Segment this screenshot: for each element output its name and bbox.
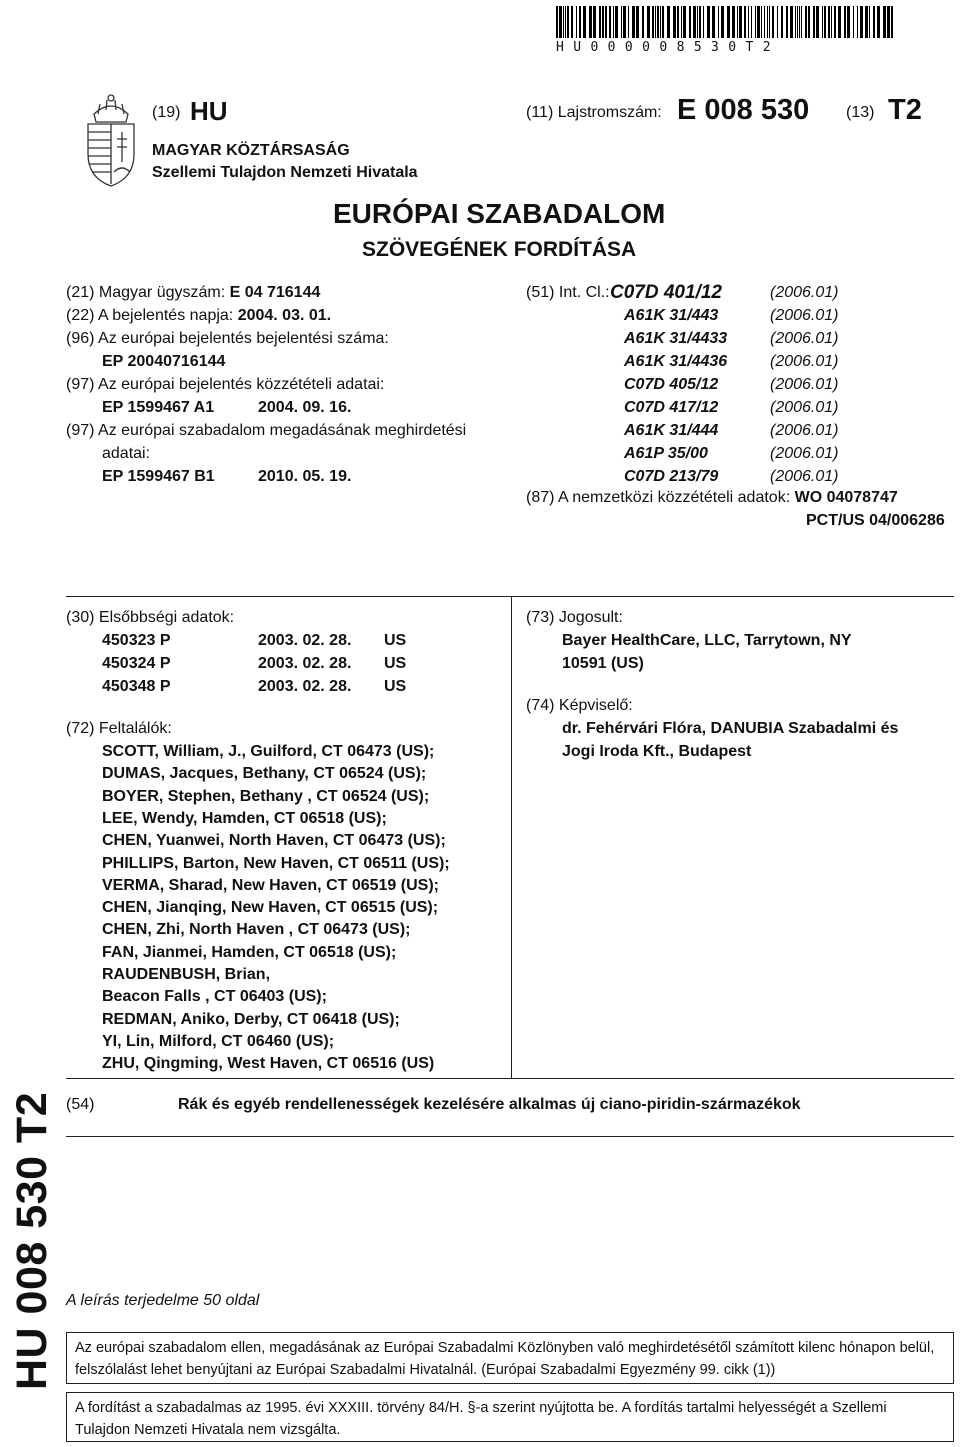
- barcode-bar: [786, 6, 788, 38]
- priority-date: 2003. 02. 28.: [258, 678, 352, 695]
- filing-date-field: [66, 307, 331, 325]
- barcode-bar: [559, 6, 562, 38]
- document-title: EURÓPAI SZABADALOM: [333, 198, 666, 229]
- barcode-bar: [642, 6, 644, 38]
- barcode-bar: [593, 6, 596, 38]
- intl-pub-field: [526, 489, 898, 507]
- barcode-bar: [673, 6, 676, 38]
- ipc-label: (51) Int. Cl.:: [526, 284, 610, 301]
- inventor-line: FAN, Jianmei, Hamden, CT 06518 (US);: [102, 943, 397, 961]
- barcode-text: HU000008530T2: [556, 40, 780, 55]
- barcode-bar: [748, 6, 749, 38]
- ipc-date: (2006.01): [770, 353, 839, 370]
- office-name: Szellemi Tulajdon Nemzeti Hivatala: [152, 164, 418, 181]
- inventor-line: YI, Lin, Milford, CT 06460 (US);: [102, 1032, 335, 1050]
- priority-number: 450348 P: [102, 678, 171, 695]
- title-label: (54): [66, 1096, 95, 1113]
- barcode-bar: [576, 6, 577, 38]
- ep-pub-label: (97) Az európai bejelentés közzétételi adatai:: [66, 376, 385, 393]
- barcode-bar: [805, 6, 807, 38]
- kind-code-label: (13): [846, 104, 875, 121]
- ep-app-number: EP 20040716144: [102, 353, 226, 370]
- intl-pub-pct: PCT/US 04/006286: [806, 512, 945, 529]
- ipc-code: C07D 401/12: [610, 282, 722, 303]
- barcode-bar: [737, 6, 738, 38]
- barcode-bar: [563, 6, 564, 38]
- barcode-bar: [744, 6, 746, 38]
- barcode-bar: [891, 6, 893, 38]
- priority-country: US: [384, 678, 407, 695]
- barcode-bar: [813, 6, 815, 38]
- priority-country: US: [384, 655, 407, 672]
- country-code: HU: [190, 96, 228, 126]
- barcode-bar: [699, 6, 701, 38]
- barcode-bar: [589, 6, 592, 38]
- ep-pub-number: EP 1599467 A1: [102, 399, 215, 416]
- barcode-bar: [660, 6, 661, 38]
- barcode-bar: [605, 6, 607, 38]
- barcode-bar: [865, 6, 868, 38]
- priority-label: (30) Elsőbbségi adatok:: [66, 609, 235, 626]
- field-label: (87) A nemzetközi közzétételi adatok:: [526, 489, 795, 506]
- coat-of-arms-emblem: [80, 92, 142, 188]
- barcode-bar: [853, 6, 854, 38]
- barcode-bar: [755, 6, 756, 38]
- inventor-line: BOYER, Stephen, Bethany , CT 06524 (US);: [102, 787, 430, 805]
- country-code-label: (19): [152, 104, 181, 121]
- priority-number: 450324 P: [102, 655, 171, 672]
- barcode-bar: [838, 6, 841, 38]
- ipc-code: A61K 31/444: [624, 422, 719, 439]
- inventor-line: SCOTT, William, J., Guilford, CT 06473 (US);: [102, 743, 435, 760]
- barcode-bar: [781, 6, 783, 38]
- barcode: [556, 6, 896, 38]
- divider: [66, 596, 954, 597]
- ep-grant-label: (97) Az európai szabadalom megadásának meghirdetési: [66, 422, 467, 439]
- translation-notice: A fordítást a szabadalmas az 1995. évi XXXIII. törvény 84/H. §-a szerint nyújtotta be. A fordítás tartalmi helyességét a Szellemi Tulajdon Nemzeti Hivatala nem vizsgálta.: [66, 1392, 954, 1442]
- inventor-line: CHEN, Jianqing, New Haven, CT 06515 (US);: [102, 899, 439, 917]
- inventor-line: DUMAS, Jacques, Bethany, CT 06524 (US);: [102, 765, 427, 783]
- intl-pub-wo: WO 04078747: [794, 489, 898, 506]
- divider: [66, 1136, 954, 1137]
- barcode-bar: [683, 6, 686, 38]
- barcode-bar: [799, 6, 800, 38]
- description-length: A leírás terjedelme 50 oldal: [66, 1292, 260, 1309]
- priority-country: US: [384, 632, 407, 649]
- barcode-bar: [697, 6, 698, 38]
- barcode-bar: [628, 6, 629, 38]
- barcode-bar: [751, 6, 752, 38]
- barcode-bar: [847, 6, 850, 38]
- ipc-code: A61K 31/4436: [624, 353, 728, 370]
- barcode-bar: [777, 6, 778, 38]
- barcode-bar: [565, 6, 566, 38]
- barcode-bar: [632, 6, 635, 38]
- barcode-bar: [808, 6, 810, 38]
- country-name: MAGYAR KÖZTÁRSASÁG: [152, 142, 350, 159]
- barcode-bar: [887, 6, 890, 38]
- barcode-bar: [831, 6, 832, 38]
- inventor-line: RAUDENBUSH, Brian,: [102, 966, 271, 983]
- barcode-bar: [816, 6, 819, 38]
- barcode-bar: [579, 6, 581, 38]
- barcode-bar: [739, 6, 742, 38]
- ipc-code: C07D 405/12: [624, 376, 719, 393]
- barcode-bar: [689, 6, 691, 38]
- barcode-bar: [599, 6, 601, 38]
- inventors-label: (72) Feltalálók:: [66, 720, 172, 737]
- priority-number: 450323 P: [102, 632, 171, 649]
- ipc-code: A61K 31/443: [624, 307, 719, 324]
- opposition-notice: Az európai szabadalom ellen, megadásának az Európai Szabadalmi Közlönyben való meghirdetésétől számított kilenc hónapon belül, felszólalást lehet benyújtani az Európai Szabadalmi Hivatalnál. (Európai Szabadalmi Egyezmény 99. cikk (1)): [66, 1332, 954, 1384]
- barcode-bar: [571, 6, 573, 38]
- barcode-bar: [602, 6, 604, 38]
- ipc-code: A61P 35/00: [624, 445, 708, 462]
- barcode-bar: [767, 6, 768, 38]
- inventor-line: CHEN, Yuanwei, North Haven, CT 06473 (US);: [102, 832, 446, 850]
- barcode-bar: [869, 6, 870, 38]
- field-label: (22) A bejelentés napja:: [66, 307, 238, 324]
- ipc-date: (2006.01): [770, 445, 839, 462]
- kind-code: T2: [888, 94, 922, 126]
- barcode-bar: [764, 6, 765, 38]
- barcode-bar: [797, 6, 798, 38]
- barcode-bar: [615, 6, 618, 38]
- owner-line-1: Bayer HealthCare, LLC, Tarrytown, NY: [562, 632, 852, 649]
- barcode-bar: [761, 6, 762, 38]
- side-document-number: HU 008 530 T2: [8, 1091, 56, 1390]
- ipc-date: (2006.01): [770, 399, 839, 416]
- registration-number: E 008 530: [677, 94, 810, 126]
- field-value: E 04 716144: [229, 284, 321, 301]
- barcode-bar: [721, 6, 724, 38]
- barcode-bar: [772, 6, 774, 38]
- barcode-bar: [801, 6, 802, 38]
- barcode-bar: [834, 6, 836, 38]
- ipc-date: (2006.01): [770, 468, 839, 485]
- field-value: 2004. 03. 01.: [237, 307, 332, 324]
- divider: [511, 596, 512, 1078]
- ipc-date: (2006.01): [770, 376, 839, 393]
- ipc-date: (2006.01): [770, 330, 839, 347]
- inventor-line: VERMA, Sharad, New Haven, CT 06519 (US);: [102, 876, 439, 894]
- barcode-bar: [583, 6, 586, 38]
- barcode-bar: [621, 6, 622, 38]
- barcode-bar: [790, 6, 793, 38]
- ipc-date: (2006.01): [770, 422, 839, 439]
- barcode-bar: [757, 6, 760, 38]
- field-label: (21) Magyar ügyszám:: [66, 284, 230, 301]
- representative-line-2: Jogi Iroda Kft., Budapest: [562, 743, 752, 760]
- inventor-line: CHEN, Zhi, North Haven , CT 06473 (US);: [102, 921, 411, 939]
- barcode-bar: [795, 6, 796, 38]
- barcode-bar: [655, 6, 656, 38]
- barcode-bar: [873, 6, 875, 38]
- barcode-bar: [822, 6, 823, 38]
- owner-label: (73) Jogosult:: [526, 609, 623, 626]
- barcode-bar: [844, 6, 846, 38]
- barcode-bar: [769, 6, 770, 38]
- registration-label: (11) Lajstromszám:: [526, 104, 662, 121]
- ipc-code: C07D 417/12: [624, 399, 719, 416]
- barcode-bar: [662, 6, 664, 38]
- barcode-bar: [647, 6, 650, 38]
- document-subtitle: SZÖVEGÉNEK FORDÍTÁSA: [362, 238, 637, 261]
- inventor-line: REDMAN, Aniko, Derby, CT 06418 (US);: [102, 1010, 400, 1028]
- barcode-bar: [657, 6, 659, 38]
- ep-pub-date: 2004. 09. 16.: [258, 399, 352, 416]
- barcode-bar: [860, 6, 863, 38]
- barcode-bar: [712, 6, 715, 38]
- priority-date: 2003. 02. 28.: [258, 632, 352, 649]
- barcode-bar: [727, 6, 730, 38]
- invention-title: Rák és egyéb rendellenességek kezelésére alkalmas új ciano-piridin-származékok: [178, 1096, 801, 1113]
- ep-grant-date: 2010. 05. 19.: [258, 468, 352, 485]
- barcode-bar: [613, 6, 614, 38]
- representative-line-1: dr. Fehérvári Flóra, DANUBIA Szabadalmi és: [562, 720, 899, 737]
- barcode-bar: [877, 6, 880, 38]
- barcode-bar: [883, 6, 886, 38]
- ipc-date: (2006.01): [770, 307, 839, 324]
- ep-grant-label-cont: adatai:: [102, 445, 151, 462]
- barcode-bar: [732, 6, 735, 38]
- app-number-field: [66, 284, 320, 302]
- ep-grant-number: EP 1599467 B1: [102, 468, 215, 485]
- barcode-bar: [718, 6, 719, 38]
- barcode-bar: [667, 6, 670, 38]
- ipc-code: C07D 213/79: [624, 468, 719, 485]
- barcode-bar: [828, 6, 830, 38]
- barcode-bar: [623, 6, 626, 38]
- barcode-bar: [681, 6, 682, 38]
- ipc-code: A61K 31/4433: [624, 330, 728, 347]
- barcode-bar: [652, 6, 654, 38]
- inventor-line: ZHU, Qingming, West Haven, CT 06516 (US): [102, 1055, 435, 1073]
- barcode-bar: [857, 6, 858, 38]
- barcode-bar: [636, 6, 639, 38]
- ep-app-number-label: (96) Az európai bejelentés bejelentési száma:: [66, 330, 389, 347]
- barcode-bar: [703, 6, 704, 38]
- owner-line-2: 10591 (US): [562, 655, 644, 672]
- inventor-line: LEE, Wendy, Hamden, CT 06518 (US);: [102, 809, 387, 827]
- inventor-line: PHILLIPS, Barton, New Haven, CT 06511 (US);: [102, 854, 450, 872]
- barcode-bar: [567, 6, 569, 38]
- ipc-date: (2006.01): [770, 284, 839, 301]
- divider: [66, 1078, 954, 1079]
- barcode-bar: [693, 6, 696, 38]
- barcode-bar: [609, 6, 611, 38]
- barcode-bar: [556, 6, 558, 38]
- inventor-line: Beacon Falls , CT 06403 (US);: [102, 988, 327, 1006]
- barcode-bar: [677, 6, 679, 38]
- barcode-bar: [707, 6, 710, 38]
- barcode-bar: [824, 6, 826, 38]
- representative-label: (74) Képviselő:: [526, 697, 633, 714]
- priority-date: 2003. 02. 28.: [258, 655, 352, 672]
